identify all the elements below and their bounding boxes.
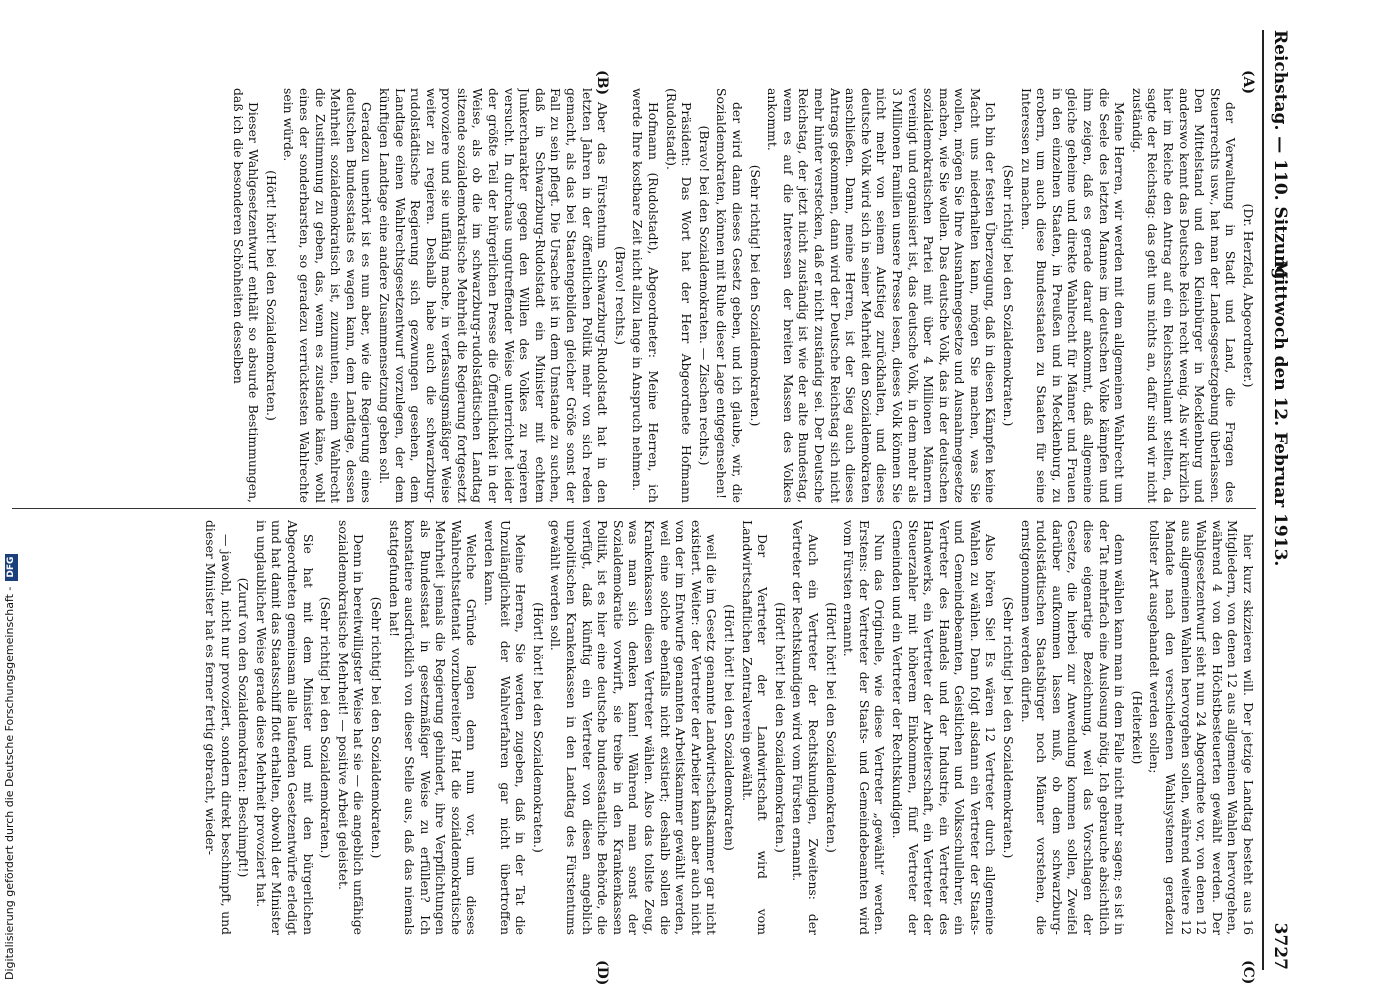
margin-marker-d: (D) xyxy=(594,960,610,986)
paragraph: (Hört! hört! bei den Sozialdemokraten) xyxy=(722,604,737,851)
page-header xyxy=(1262,30,1292,970)
footer-text: Digitalisierung gefördert durch die Deutsche Forschungsgemeinschaft - xyxy=(3,586,16,980)
paragraph: der Verwaltung in Stadt und Land, die Fragen des Steuerrechts usw., hat man der Landesgesetzgebung überlassen. Den Mittelstand und den Kleinbürger in Mecklenburg und anderswo kennt das Deutsche Reich recht wenig. Als wir kürzlich hier im Reiche den Antrag auf ein Reichsschulamt stellten, da sagte der Reichstag: das geht uns nichts an, dafür sind wir nicht zuständig. xyxy=(1129,88,1239,503)
dfg-logo: DFG xyxy=(5,554,18,581)
column-divider xyxy=(12,508,1256,509)
paragraph: (Sehr richtig! bei den Sozialdemokraten.) xyxy=(747,164,763,427)
paragraph: denn wählen kann man in dem Falle nicht mehr sagen; es ist in der Tat mehrfach eine Auslosung nötig. Ich gebrauche absichtlich diese eigenartige Bezeichnung, weil das Vorschlagen der Gesetze, die hierbei zur Anwendung kommen sollen, Zweifel darüber aufkommen lassen muß, ob dem schwarzburg-rudolstädtischen Staatsbürger noch Männer vorstehen, die ernstgenommen werden dürfen. xyxy=(1018,520,1128,935)
paragraph: Sie hat mit dem Minister und mit den bürgerlichen Abgeordneten gemeinsam alle laufenden Gesetzentwürfe erledigt und hat damit das Staatsschiff flott erhalten, obwohl der Minister in unglaublicher Weise gerade diese Mehrheit provoziert hat. xyxy=(253,520,316,935)
left-column xyxy=(12,88,1256,503)
paragraph: Meine Herren, wir werden mit dem allgemeinen Wahlrecht um die Seele des letzten Mannes im deutschen Volke kämpfen und ihm zeigen, daß es gerade darauf ankommt, daß allgemeine gleiche geheime und direkte Wahlrecht für Männer und Frauen in den einzelnen Staaten, in Preußen und in Mecklenburg, zu erobern, um auch diese Bundesstaaten zu Staaten für seine Interessen zu machen. xyxy=(1018,88,1128,503)
paragraph: (Zuruf von den Sozialdemokraten: Beschimpft!) xyxy=(236,577,252,878)
paragraph: Geradezu unerhört ist es nun aber, wie die Regierung eines deutschen Bundesstaats es wagen kann, dem Landtage, dessen Mehrheit sozialdemokratisch ist, zuzumuten, einem Wahlrecht die Zustimmung zu geben, das, wenn es zustande käme, wohl eines der sonderbarsten, so geradezu verrücktesten Wahlrechte sein würde. xyxy=(281,88,375,503)
paragraph: (Sehr richtig! bei den Sozialdemokraten.) xyxy=(318,596,334,859)
paragraph: Aber das Fürstentum Schwarzburg-Rudolstadt hat in den letzten Jahren in der öffentlichen Politik mehr von sich reden gemacht, als das bei Staatengebilden gleicher Größe sonst der Fall zu sein pflegt. Die Ursache ist in dem Umstande zu suchen, daß in Schwarzburg-Rudolstadt ein Minister mit echtem Junkercharakter gegen den Willen des Volkes zu regieren versucht. In durchaus ungutreffender Weise unterrichtet leider der größte Teil der bürgerlichen Presse die Öffentlichkeit in der Weise, als ob die im schwarzburg-rudolstädtischen Landtag sitzende sozialdemokratische Mehrheit die Regierung fortgesetzt provoziere und sie unfähig mache, in verfassungsmäßiger Weise weiter zu regieren. Deshalb habe auch die schwarzburg-rudolstädtische Regierung sich gezwungen gesehen, dem Landtage einen Wahlrechtsgesetzentwurf vorzulegen, der dem künftigen Landtage eine andere Zusammensetzung geben soll. xyxy=(376,88,611,503)
paragraph: (Dr. Herzfeld, Abgeordneter.) xyxy=(1241,203,1256,388)
paragraph: (Sehr richtig! bei den Sozialdemokraten.) xyxy=(1001,164,1017,427)
paragraph: (Heiterkeit) xyxy=(1129,690,1145,765)
paragraph: (Bravo! bei den Sozialdemokraten. — Zischen rechts.) xyxy=(696,125,712,466)
paragraph: Ich bin der festen Überzeugung, daß in diesen Kämpfen keine Macht uns niederhalten kann, mögen Sie machen, was Sie wollen, mögen Sie Ihre Ausnahmegesetze und Ausnahmegesetze machen, wie Sie wollen. Das deutsche Volk, das in der deutschen sozialdemokratischen Partei mit über 4 Millionen Männern vereinigt und organisiert ist, das deutsche Volk, in dem mehr als 3 Millionen Familien unsere Presse lesen, dieses Volk können Sie nicht mehr von seinem Aufstieg zurückhalten, und dieses deutsche Volk wird sich in seiner Mehrheit den Sozialdemokraten anschließen. Dann, meine Herren, ist der Sieg auch dieses Antrags gekommen, dann wird der Deutsche Reichstag sich nicht mehr hinter verstecken, daß er nicht zuständig sei. Der Deutsche Reichstag, der jetzt nicht zuständig ist wie der alte Bundestag, wenn es auf die Interessen der breiten Massen des Volkes ankommt. xyxy=(765,88,999,503)
paragraph: (Bravo! rechts.) xyxy=(612,246,628,345)
paragraph: (Hört! hört! bei den Sozialdemokraten.) xyxy=(530,602,546,853)
paragraph: der wird dann dieses Gesetz geben, und ich glaube, wir, die Sozialdemokraten, können mit Ruhe dieser Lage entgegensehen! xyxy=(714,88,745,503)
paragraph: — jawohl, nicht nur provoziert, sondern direkt beschimpft, und dieser Minister hat es ferner fertig gebracht, wieder- xyxy=(203,520,234,935)
header-date: Mittwoch den 12. Februar 1913. xyxy=(1270,260,1290,567)
margin-marker-b: (B) xyxy=(594,70,610,96)
paragraph: Also hören Sie! Es wären 12 Vertreter durch allgemeine Wahlen zu wählen. Dann folgt alsdann ein Vertreter der Staats- und Gemeindebeamten, Geistlichen und Volksschullehrer, ein Vertreter des Handels und der Industrie, ein Vertreter des Handwerks, ein Vertreter der Arbeiterschaft, ein Vertreter der Steuerzahler mit höherem Einkommen, fünf Vertreter der Gemeinden und ein Vertreter der Rechtskundigen. xyxy=(889,520,999,935)
paragraph: (Hört! hört! bei den Sozialdemokraten.) xyxy=(823,602,839,853)
paragraph: weil die im Gesetz genannte Landwirtschaftskammer gar nicht existiert. Weiter: der Vertreter der Arbeiter kann aber auch nicht von der im Entwurfe genannten Arbeitskammer gewählt werden, weil eine solche ebenfalls nicht existiert; deshalb sollen die Krankenkassen diesen Vertreter wählen. Also das tollste Zeug, was man sich denken kann! Während man sonst der Sozialdemokratie vorwirft, sie treibe in den Krankenkassen Politik, ist es hier eine deutsche bundesstaatliche Behörde, die verfügt, daß künftig ein Vertreter von diesen angeblich unpolitischen Krankenkassen in den Landtag des Fürstentums gewählt werden soll. xyxy=(548,520,720,935)
margin-marker-c: (C) xyxy=(1240,960,1256,985)
paragraph: (Hört! hört! bei den Sozialdemokraten.) xyxy=(263,170,279,421)
paragraph: Dieser Wahlgesetzentwurf enthält so absurde Bestimmungen, daß ich die besonderen Schönheiten desselben xyxy=(230,88,262,503)
digitization-footer xyxy=(2,20,18,980)
margin-marker-a: (A) xyxy=(1240,70,1256,95)
header-left: Reichstag. — 110. Sitzung. xyxy=(1270,30,1290,286)
right-column xyxy=(12,520,1256,935)
paragraph: hier kurz skizzieren will. Der jetzige Landtag besteht aus 16 Mitgliedern, von denen 12 aus allgemeinen Wahlen hervorgehen, während 4 von den Höchstbesteuerten gewählt werden. Der Wahlgesetzentwurf sieht nun 24 Abgeordnete vor, von denen 12 aus allgemeinen Wahlen hervorgehen sollen, während weitere 12 Mandate nach den verschiedenen Wahlsystemen geradezu tollster Art ausgehandelt werden sollen; xyxy=(1147,520,1256,935)
paragraph: (Sehr richtig! bei den Sozialdemokraten.) xyxy=(368,596,384,859)
paragraph: Meine Herren, Sie werden zugeben, daß in der Tat die Unzulänglichkeit der Wahlverfahren gar nicht übertroffen werden kann. xyxy=(482,520,529,935)
paragraph: Der Vertreter der Landwirtschaft wird vom Landwirtschaftlichen Zentralverein gewählt. xyxy=(739,520,771,935)
paragraph: (Sehr richtig! bei den Sozialdemokraten.) xyxy=(1001,596,1017,859)
paragraph: Präsident: Das Wort hat der Herr Abgeordnete Hofmann (Rudolstadt). xyxy=(663,88,695,503)
page-number: 3727 xyxy=(1270,922,1290,970)
paragraph: Hofmann (Rudolstadt), Abgeordneter: Meine Herren, ich werde Ihre kostbare Zeit nicht allzu lange in Anspruch nehmen. xyxy=(630,88,662,503)
paragraph: Nun das Originelle, wie diese Vertreter „gewählt“ werden. Erstens: der Vertreter der Staats- und Gemeindebeamten wird vom Fürsten ernannt. xyxy=(841,520,888,935)
paragraph: Welche Gründe lagen denn nun vor, um dieses Wahlrechtsattentat vorzubereiten? Hat die sozialdemokratische Mehrheit jemals die Regierung gehindert, ihre Verpflichtungen als Bundesstaat in gesetzmäßiger Weise zu erfüllen? Ich konstatiere ausdrücklich von dieser Stelle aus, daß das niemals stattgefunden hat! xyxy=(386,520,480,935)
paragraph: Auch ein Vertreter der Rechtskundigen, Zweitens: der Vertreter der Rechtskundigen wird vom Fürsten ernannt. xyxy=(790,520,821,935)
paragraph: Denn in bereitwilligster Weise hat sie — die angeblich unfähige sozialdemokratische Mehrheit! — positive Arbeit geleistet. xyxy=(335,520,367,935)
paragraph: (Hört! hört! bei den Sozialdemokraten.) xyxy=(772,602,788,853)
